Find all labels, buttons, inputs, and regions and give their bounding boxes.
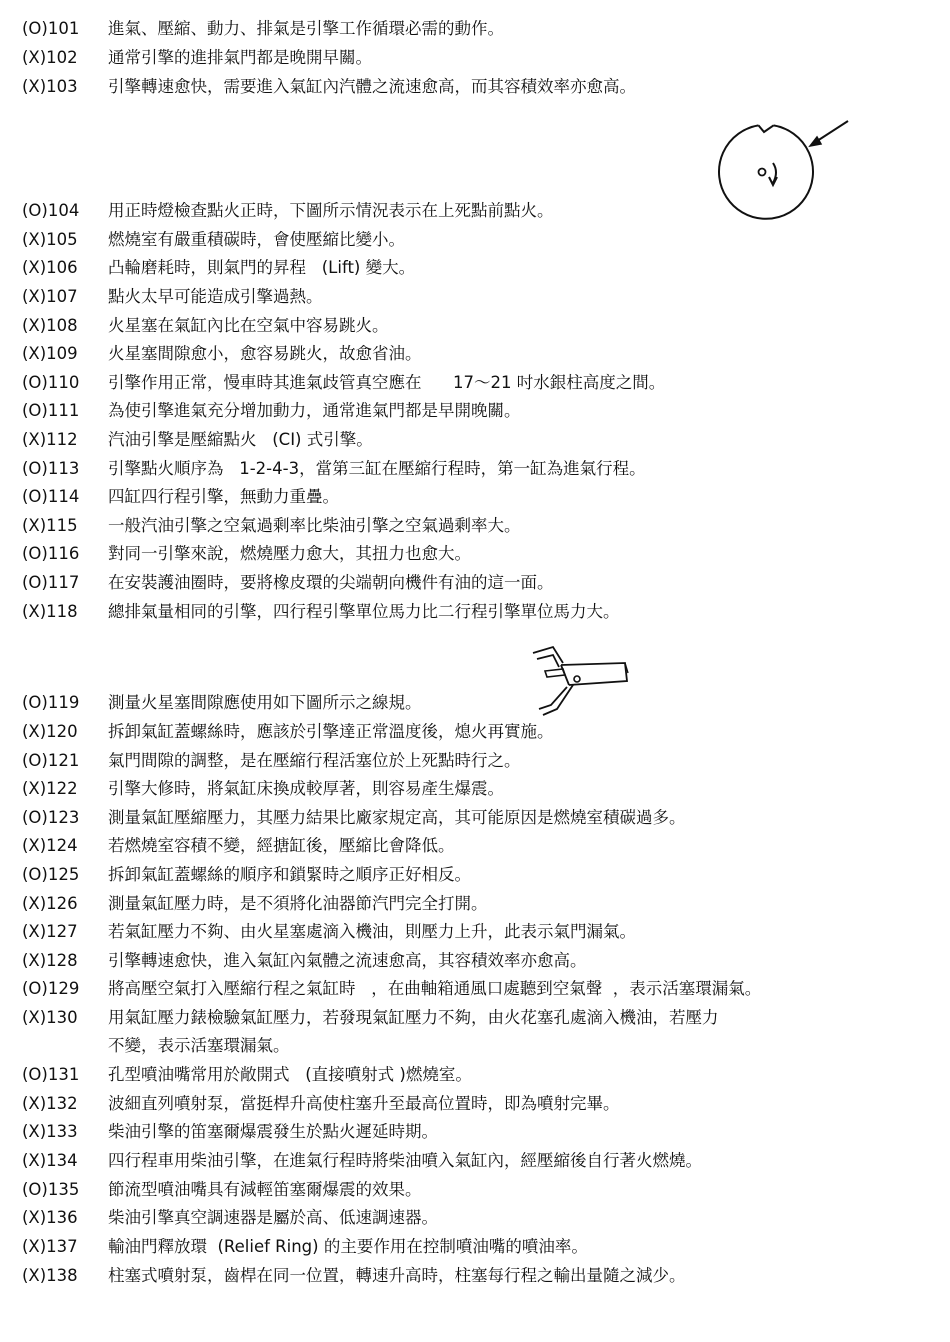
question-item [22, 1061, 927, 1089]
question-text: 測量氣缸壓縮壓力，其壓力結果比廠家規定高，其可能原因是燃燒室積碳過多。 [108, 808, 686, 827]
question-text: 點火太早可能造成引擎過熱。 [108, 287, 323, 306]
question-answer-number: (O)116 [22, 544, 80, 563]
question-answer-number: (X)118 [22, 602, 78, 621]
question-answer-number: (X)137 [22, 1237, 78, 1256]
question-answer-number: (X)132 [22, 1094, 78, 1113]
question-item [22, 1233, 927, 1261]
question-text: 測量火星塞間隙應使用如下圖所示之線規。 [108, 693, 422, 712]
question-answer-number: (O)101 [22, 19, 80, 38]
question-text: 柱塞式噴射泵，齒桿在同一位置，轉速升高時，柱塞每行程之輸出量隨之減少。 [108, 1266, 686, 1285]
question-answer-number: (X)108 [22, 316, 78, 335]
question-text: 若氣缸壓力不夠、由火星塞處滴入機油，則壓力上升，此表示氣門漏氣。 [108, 922, 636, 941]
question-item [22, 340, 927, 368]
question-item [22, 832, 927, 860]
question-answer-number: (O)123 [22, 808, 80, 827]
question-text: 引擎作用正常，慢車時其進氣歧管真空應在 17～21 吋水銀柱高度之間。 [108, 373, 666, 392]
question-item [22, 369, 927, 397]
question-item [22, 254, 927, 282]
question-item [22, 775, 927, 803]
question-text: 柴油引擎的笛塞爾爆震發生於點火遲延時期。 [108, 1122, 438, 1141]
question-text: 火星塞在氣缸內比在空氣中容易跳火。 [108, 316, 389, 335]
question-answer-number: (X)107 [22, 287, 78, 306]
question-item [22, 1204, 927, 1232]
question-text: 四缸四行程引擎，無動力重疊。 [108, 487, 339, 506]
question-text: 波細直列噴射泵，當挺桿升高使柱塞升至最高位置時，即為噴射完畢。 [108, 1094, 620, 1113]
question-answer-number: (O)119 [22, 693, 80, 712]
question-text: 總排氣量相同的引擎，四行程引擎單位馬力比二行程引擎單位馬力大。 [108, 602, 620, 621]
question-text: 將高壓空氣打入壓縮行程之氣缸時 ，在曲軸箱通風口處聽到空氣聲 ，表示活塞環漏氣。 [108, 979, 762, 998]
question-answer-number: (O)129 [22, 979, 80, 998]
question-item [22, 861, 927, 889]
question-text: 汽油引擎是壓縮點火 (CI) 式引擎。 [108, 430, 373, 449]
question-text: 對同一引擎來說，燃燒壓力愈大，其扭力也愈大。 [108, 544, 471, 563]
question-text: 火星塞間隙愈小，愈容易跳火，故愈省油。 [108, 344, 422, 363]
question-item [22, 569, 927, 597]
question-text: 拆卸氣缸蓋螺絲時，應該於引擎達正常溫度後，熄火再實施。 [108, 722, 554, 741]
question-answer-number: (X)109 [22, 344, 78, 363]
question-answer-number: (X)102 [22, 48, 78, 67]
question-answer-number: (X)138 [22, 1266, 78, 1285]
question-answer-number: (X)122 [22, 779, 78, 798]
question-item [22, 540, 927, 568]
question-item [22, 455, 927, 483]
question-item [22, 426, 927, 454]
question-answer-number: (X)120 [22, 722, 78, 741]
question-answer-number: (X)126 [22, 894, 78, 913]
question-answer-number: (O)125 [22, 865, 80, 884]
question-text: 引擎大修時，將氣缸床換成較厚著，則容易產生爆震。 [108, 779, 504, 798]
question-item [22, 15, 927, 43]
question-text: 一般汽油引擎之空氣過剩率比柴油引擎之空氣過剩率大。 [108, 516, 521, 535]
question-text: 拆卸氣缸蓋螺絲的順序和鎖緊時之順序正好相反。 [108, 865, 471, 884]
question-item [22, 890, 927, 918]
question-item [22, 918, 927, 946]
question-text: 凸輪磨耗時，則氣門的昇程 (Lift) 變大。 [108, 258, 416, 277]
question-item [22, 1090, 927, 1118]
question-item [22, 718, 927, 746]
question-item [22, 483, 927, 511]
question-item [22, 689, 927, 717]
question-answer-number: (O)111 [22, 401, 80, 420]
question-item [22, 947, 927, 975]
question-text: 引擎轉速愈快，進入氣缸內氣體之流速愈高，其容積效率亦愈高。 [108, 951, 587, 970]
timing-mark-diagram-icon [700, 115, 860, 220]
question-answer-number: (O)135 [22, 1180, 80, 1199]
question-item [22, 1262, 927, 1290]
question-item [22, 226, 927, 254]
question-answer-number: (O)104 [22, 201, 80, 220]
question-text: 燃燒室有嚴重積碳時，會使壓縮比變小。 [108, 230, 405, 249]
question-text: 柴油引擎真空調速器是屬於高、低速調速器。 [108, 1208, 438, 1227]
question-answer-number: (X)136 [22, 1208, 78, 1227]
question-item [22, 512, 927, 540]
question-item [22, 804, 927, 832]
question-text: 若燃燒室容積不變，經搪缸後，壓縮比會降低。 [108, 836, 455, 855]
question-item [22, 598, 927, 626]
question-answer-number: (X)133 [22, 1122, 78, 1141]
question-answer-number: (O)121 [22, 751, 80, 770]
question-answer-number: (X)112 [22, 430, 78, 449]
question-item [22, 1147, 927, 1175]
question-answer-number: (O)117 [22, 573, 80, 592]
question-answer-number: (X)106 [22, 258, 78, 277]
question-answer-number: (X)124 [22, 836, 78, 855]
question-answer-number: (O)131 [22, 1065, 80, 1084]
question-text: 四行程車用柴油引擎，在進氣行程時將柴油噴入氣缸內，經壓縮後自行著火燃燒。 [108, 1151, 702, 1170]
question-answer-number: (X)134 [22, 1151, 78, 1170]
question-text: 為使引擎進氣充分增加動力，通常進氣門都是早開晚關。 [108, 401, 521, 420]
question-text: 節流型噴油嘴具有減輕笛塞爾爆震的效果。 [108, 1180, 422, 1199]
question-answer-number: (O)113 [22, 459, 80, 478]
wire-gauge-diagram-icon [525, 643, 635, 718]
question-item [22, 73, 927, 101]
question-answer-number: (O)110 [22, 373, 80, 392]
question-item [22, 397, 927, 425]
question-text: 在安裝護油圈時，要將橡皮環的尖端朝向機件有油的這一面。 [108, 573, 554, 592]
question-text: 通常引擎的進排氣門都是晚開早關。 [108, 48, 372, 67]
question-item [22, 1004, 927, 1060]
question-answer-number: (X)105 [22, 230, 78, 249]
question-answer-number: (X)103 [22, 77, 78, 96]
question-answer-number: (X)127 [22, 922, 78, 941]
question-item [22, 975, 927, 1003]
question-item [22, 312, 927, 340]
question-text: 輸油門釋放環 (Relief Ring) 的主要作用在控制噴油嘴的噴油率。 [108, 1237, 588, 1256]
question-text: 引擎點火順序為 1-2-4-3，當第三缸在壓縮行程時，第一缸為進氣行程。 [108, 459, 646, 478]
question-text: 引擎轉速愈快，需要進入氣缸內汽體之流速愈高，而其容積效率亦愈高。 [108, 77, 636, 96]
question-item [22, 44, 927, 72]
question-item [22, 1176, 927, 1204]
question-text: 用正時燈檢查點火正時，下圖所示情況表示在上死點前點火。 [108, 201, 554, 220]
question-answer-number: (X)130 [22, 1008, 78, 1027]
question-text: 孔型噴油嘴常用於敞開式 (直接噴射式 )燃燒室。 [108, 1065, 472, 1084]
question-item [22, 747, 927, 775]
question-text: 氣門間隙的調整，是在壓縮行程活塞位於上死點時行之。 [108, 751, 521, 770]
question-item [22, 283, 927, 311]
question-text: 用氣缸壓力錶檢驗氣缸壓力，若發現氣缸壓力不夠，由火花塞孔處滴入機油，若壓力 不變，表示活塞環漏氣。 [108, 1008, 719, 1055]
question-item [22, 1118, 927, 1146]
question-answer-number: (X)128 [22, 951, 78, 970]
question-text: 測量氣缸壓力時，是不須將化油器節汽門完全打開。 [108, 894, 488, 913]
question-answer-number: (X)115 [22, 516, 78, 535]
question-text: 進氣、壓縮、動力、排氣是引擎工作循環必需的動作。 [108, 19, 504, 38]
question-answer-number: (O)114 [22, 487, 80, 506]
